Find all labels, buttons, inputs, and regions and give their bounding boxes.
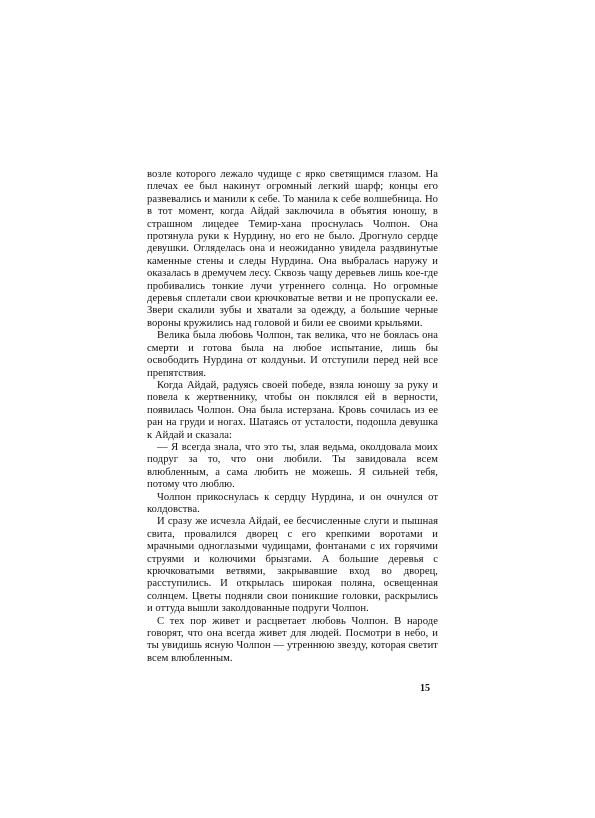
paragraph-7: С тех пор живет и расцветает любовь Чолпон. В народе говорят, что она всегда живет для людей. Посмотри в небо, и ты увидишь ясную Чолпон — утреннюю звезду, которая светит всем влюбленным. (147, 615, 438, 664)
paragraph-2: Велика была любовь Чолпон, так велика, что не боялась она смерти и готова была на любое испытание, лишь бы освободить Нурдина от колдуньи. И отступили перед ней все препятствия. (147, 330, 438, 379)
paragraph-4: — Я всегда знала, что это ты, злая ведьма, околдовала моих подруг за то, что они любили. Ты завидовала всем влюбленным, а сама любить не можешь. Я сильней тебя, потому что люблю. (147, 441, 438, 491)
body-text (147, 169, 438, 665)
paragraph-5: Чолпон прикоснулась к сердцу Нурдина, и он очнулся от колдовства. (147, 491, 438, 515)
paragraph-6: И сразу же исчезла Айдай, ее бесчисленные слуги и пышная свита, провалился дворец с его крепкими воротами и мрачными одноглазыми чудищами, фонтанами с их горячими струями и колючими брызгами. А большие деревья с крючковатыми ветвями, закрывавшие вход во дворец, расступились. И открылась широкая поляна, освещенная солнцем. Цветы подняли свои поникшие головки, раскрылись и оттуда вышли заколдованные подруги Чолпон. (147, 516, 438, 615)
paragraph-3: Когда Айдай, радуясь своей победе, взяла юношу за руку и повела к жертвеннику, чтобы он поклялся ей в верности, появилась Чолпон. Она была истерзана. Кровь сочилась из ее ран на груди и ногах. Шатаясь от усталости, подошла девушка к Айдай и сказала: (147, 379, 438, 441)
page-number: 15 (420, 683, 430, 694)
paragraph-1: возле которого лежало чудище с ярко светящимся глазом. На плечах ее был накинут огромный легкий шарф; концы его развевались и манили к себе. То манила к себе волшебница. Но в тот момент, когда Айдай заключила в объятия юношу, в страшном лицедее Темир-хана проснулась Чолпон. Она протянула руки к Нурдину, но его не было. Дрогнуло сердце девушки. Огляделась она и неожиданно увидела раздвинутые каменные стены и следы Нурдина. Она выбралась наружу и оказалась в дремучем лесу. Сквозь чащу деревьев лишь кое-где пробивались тонкие лучи утреннего солнца. Но огромные деревья сплетали свои крючковатые ветви и не пропускали ее. Звери скалили зубы и хватали за одежду, а большие черные вороны кружились над головой и били ее своими крыльями. (147, 169, 438, 329)
